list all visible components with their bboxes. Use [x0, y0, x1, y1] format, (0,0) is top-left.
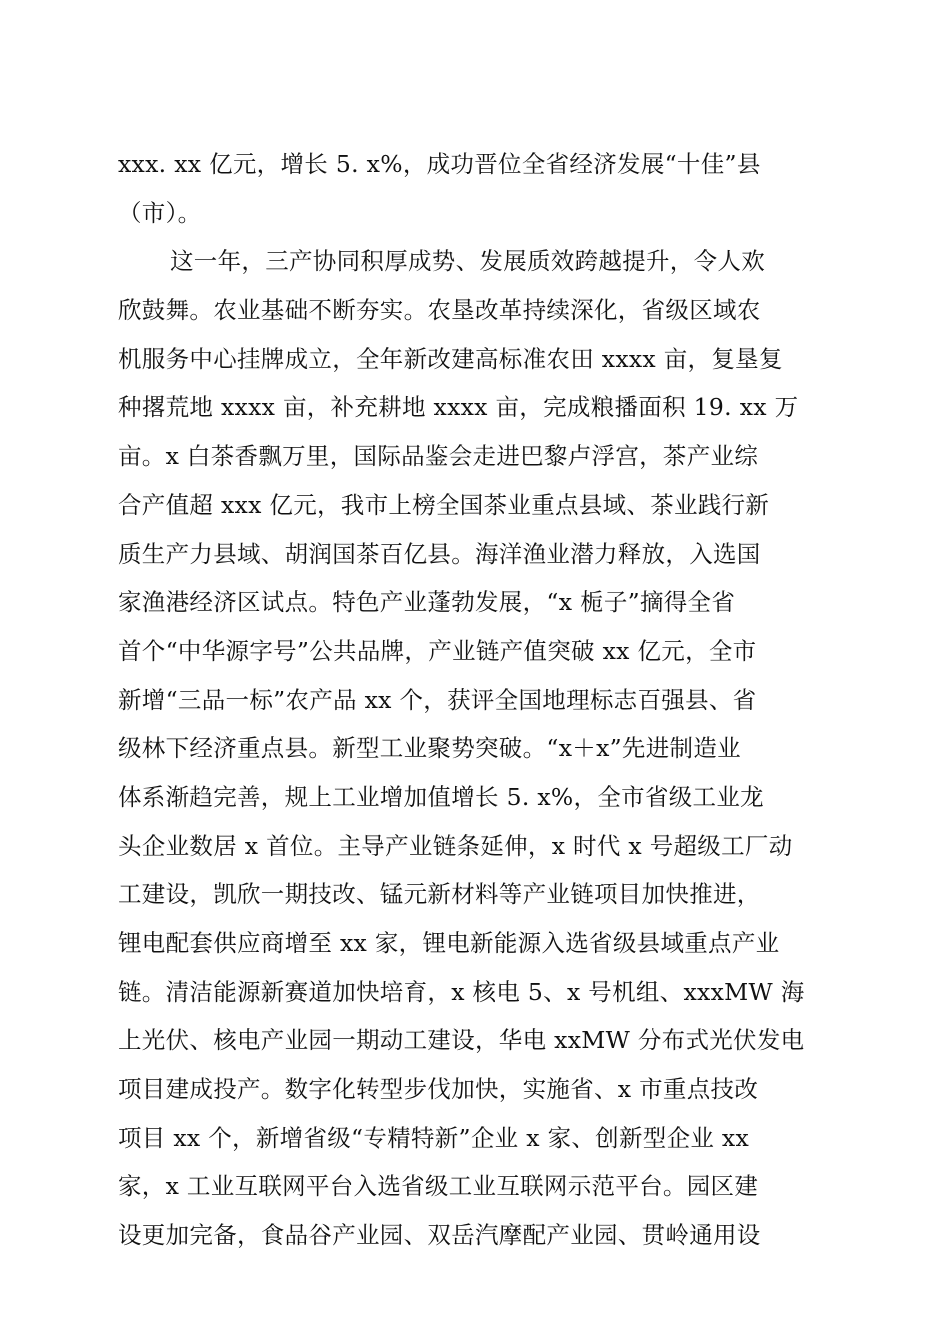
text-line: 家，x 工业互联网平台入选省级工业互联网示范平台。园区建 — [118, 1172, 759, 1201]
text-line: 锂电配套供应商增至 xx 家，锂电新能源入选省级县域重点产业 — [118, 929, 780, 957]
text-line: 链。清洁能源新赛道加快培育，x 核电 5、x 号机组、xxxMW 海 — [118, 977, 805, 1006]
text-line: 项目 xx 个，新增省级“专精特新”企业 x 家、创新型企业 xx — [118, 1123, 750, 1152]
text-line: 欣鼓舞。农业基础不断夯实。农垦改革持续深化，省级区域农 — [118, 296, 761, 325]
text-line: 机服务中心挂牌成立，全年新改建高标准农田 xxxx 亩，复垦复 — [118, 344, 783, 373]
text-line: 头企业数居 x 首位。主导产业链条延伸，x 时代 x 号超级工厂动 — [118, 831, 793, 860]
text-line: 工建设，凯欣一期技改、锰元新材料等产业链项目加快推进， — [118, 880, 761, 909]
text-line: 新增“三品一标”农产品 xx 个，获评全国地理标志百强县、省 — [118, 685, 757, 714]
text-line: 种撂荒地 xxxx 亩，补充耕地 xxxx 亩，完成粮播面积 19. xx 万 — [118, 393, 799, 422]
text-line: （市）。 — [118, 198, 202, 227]
text-line: 上光伏、核电产业园一期动工建设，华电 xxMW 分布式光伏发电 — [118, 1026, 805, 1055]
body-text — [118, 140, 830, 1260]
text-line: 首个“中华源字号”公共品牌，产业链产值突破 xx 亿元，全市 — [118, 636, 757, 665]
text-line: 项目建成投产。数字化转型步伐加快，实施省、x 市重点技改 — [118, 1075, 759, 1104]
text-line: xxx. xx 亿元，增长 5. x%，成功晋位全省经济发展“十佳”县 — [118, 150, 761, 178]
text-line: 亩。x 白茶香飘万里，国际品鉴会走进巴黎卢浮宫，茶产业综 — [118, 442, 759, 471]
text-line: 设更加完备，食品谷产业园、双岳汽摩配产业园、贯岭通用设 — [118, 1221, 761, 1250]
text-line: 体系渐趋完善，规上工业增加值增长 5. x%，全市省级工业龙 — [118, 782, 764, 811]
text-line: 合产值超 xxx 亿元，我市上榜全国茶业重点县域、茶业践行新 — [118, 490, 770, 519]
text-line: 家渔港经济区试点。特色产业蓬勃发展，“x 栀子”摘得全省 — [118, 588, 736, 617]
text-line: 级林下经济重点县。新型工业聚势突破。“x＋x”先进制造业 — [118, 734, 741, 763]
paragraph-first-line: 这一年，三产协同积厚成势、发展质效跨越提升，令人欢 — [170, 247, 765, 276]
text-line: 质生产力县域、胡润国茶百亿县。海洋渔业潜力释放，入选国 — [118, 539, 761, 568]
